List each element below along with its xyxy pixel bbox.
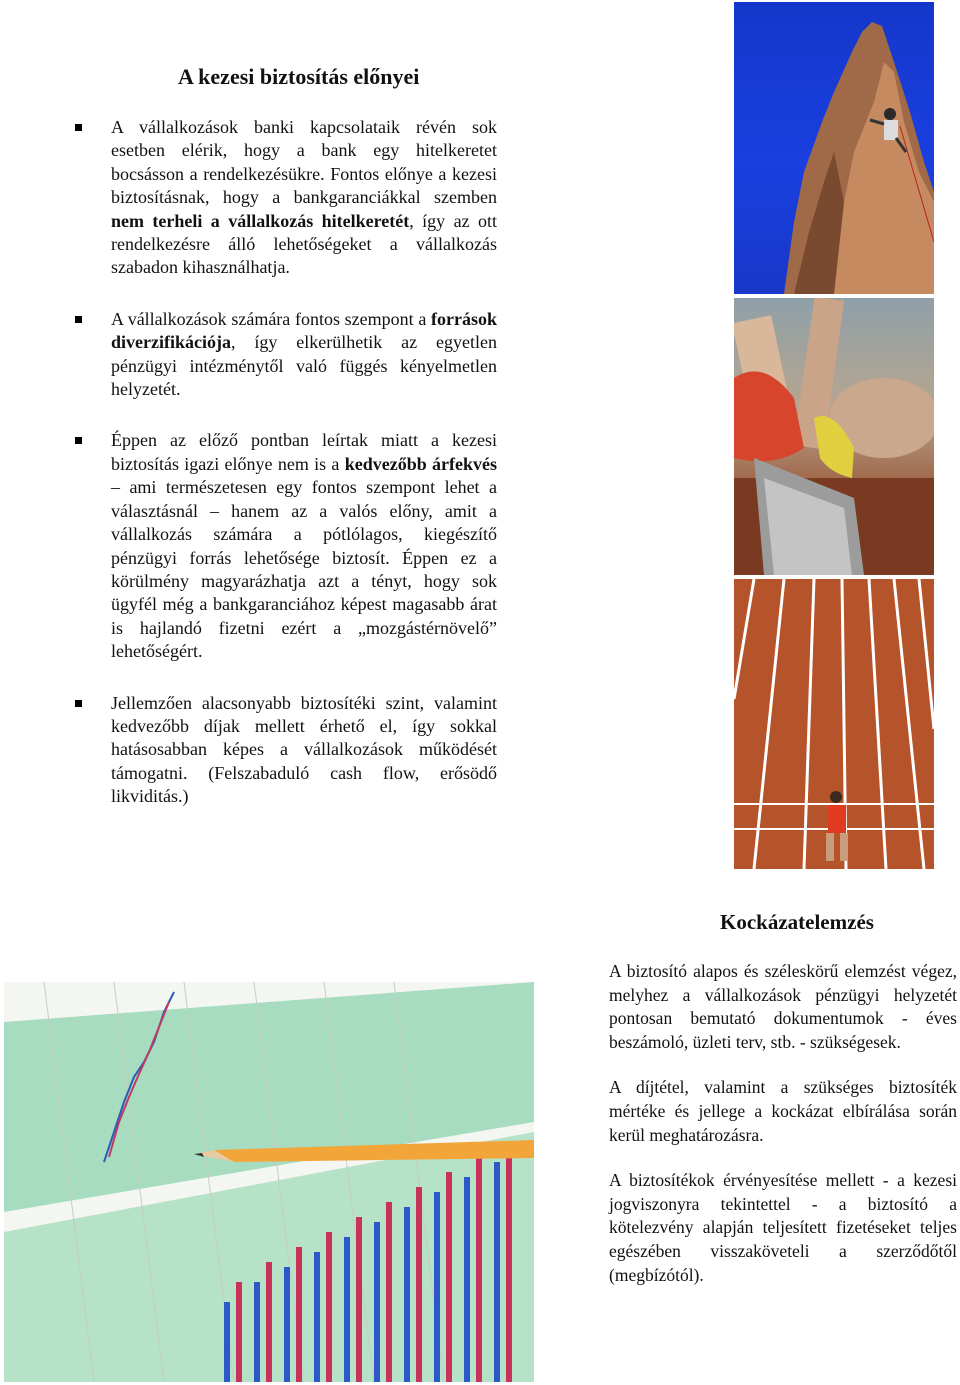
rock-climber-photo — [734, 2, 934, 294]
bullet-text-bold: kedvezőbb árfekvés — [344, 453, 498, 474]
running-track-photo — [734, 579, 934, 869]
risk-paragraph-3: A biztosítékok érvényesítése mellett - a kezesi jogviszonyra tekintettel - a biztosító a kötelezvény alapján teljesített fizetéseket teljes egészében visszaköveteli a szerződőtől (megbízótól). — [609, 1170, 957, 1285]
risk-paragraph-1: A biztosító alapos és széleskörű elemzést végez, melyhez a vállalkozások pénzügyi helyzetét pontosan bemutató dokumentumok - éves beszámoló, üzleti terv, stb. - szükségesek. — [609, 961, 957, 1052]
bullet-text: A vállalkozások számára fontos szempont a — [111, 308, 431, 329]
bullet-text: Jellemzően alacsonyabb biztosítéki szint, valamint kedvezőbb díjak mellett érhető el, így sokkal hatásosabban képes a vállalkozások működését támogatni. (Felszabaduló cash flow, erősödő likviditás.) — [111, 692, 497, 807]
advantage-bullet-item — [111, 116, 497, 280]
square-bullet-icon — [75, 700, 82, 707]
section-title-risk-analysis: Kockázatelemzés — [720, 910, 874, 934]
square-bullet-icon — [75, 316, 82, 323]
advantage-bullet-item — [111, 692, 497, 809]
bullet-text: , így elkerülhetik az egyetlen pénzügyi intézménytől való függés kényelmetlen helyzetét. — [111, 332, 497, 400]
financial-chart-with-pencil-photo — [4, 982, 534, 1382]
square-bullet-icon — [75, 124, 82, 131]
risk-analysis-text — [609, 960, 957, 1309]
section-title-advantages: A kezesi biztosítás előnyei — [178, 64, 420, 89]
advantages-list — [111, 116, 497, 837]
bullet-text: – ami természetesen egy fontos szempont lehet a választásnál – hanem az a valós előny, amit a vállalkozás számára a pótlólagos, kiegészítő pénzügyi forrás lehetősége biztosít. Éppen ez a körülmény magyarázhatja azt a tényt, hogy sok ügyfél még a bankgaranciához képest magasabb árat is hajlandó fizetni ezért a „mozgástérnövelő” lehetőségért. — [111, 477, 497, 662]
bullet-text-bold: nem terheli a vállalkozás hitelkeretét — [111, 210, 410, 231]
advantage-bullet-item — [111, 429, 497, 663]
risk-paragraph-2: A díjtétel, valamint a szükséges biztosíték mértéke és jellege a kockázat elbírálása során kerül meghatározásra. — [609, 1077, 957, 1145]
bullet-text-bold: források diverzifikációja — [111, 308, 497, 353]
bullet-text: Éppen az előző pontban leírtak miatt a kezesi biztosítás igazi előnye nem is a — [111, 430, 497, 474]
bullet-text: A vállalkozások banki kapcsolataik révén sok esetben elérik, hogy a bank egy hitelkeretet bocsásson a rendelkezésükre. Fontos előnye a kezesi biztosításnak, hogy a bankgaranciákkal szemben — [111, 117, 497, 208]
square-bullet-icon — [75, 437, 82, 444]
sprinter-start-photo — [734, 298, 934, 575]
bullet-text: , így az ott rendelkezésre álló lehetőségeket a vállalkozás szabadon kihasználhatja. — [111, 210, 497, 278]
advantage-bullet-item — [111, 308, 497, 402]
